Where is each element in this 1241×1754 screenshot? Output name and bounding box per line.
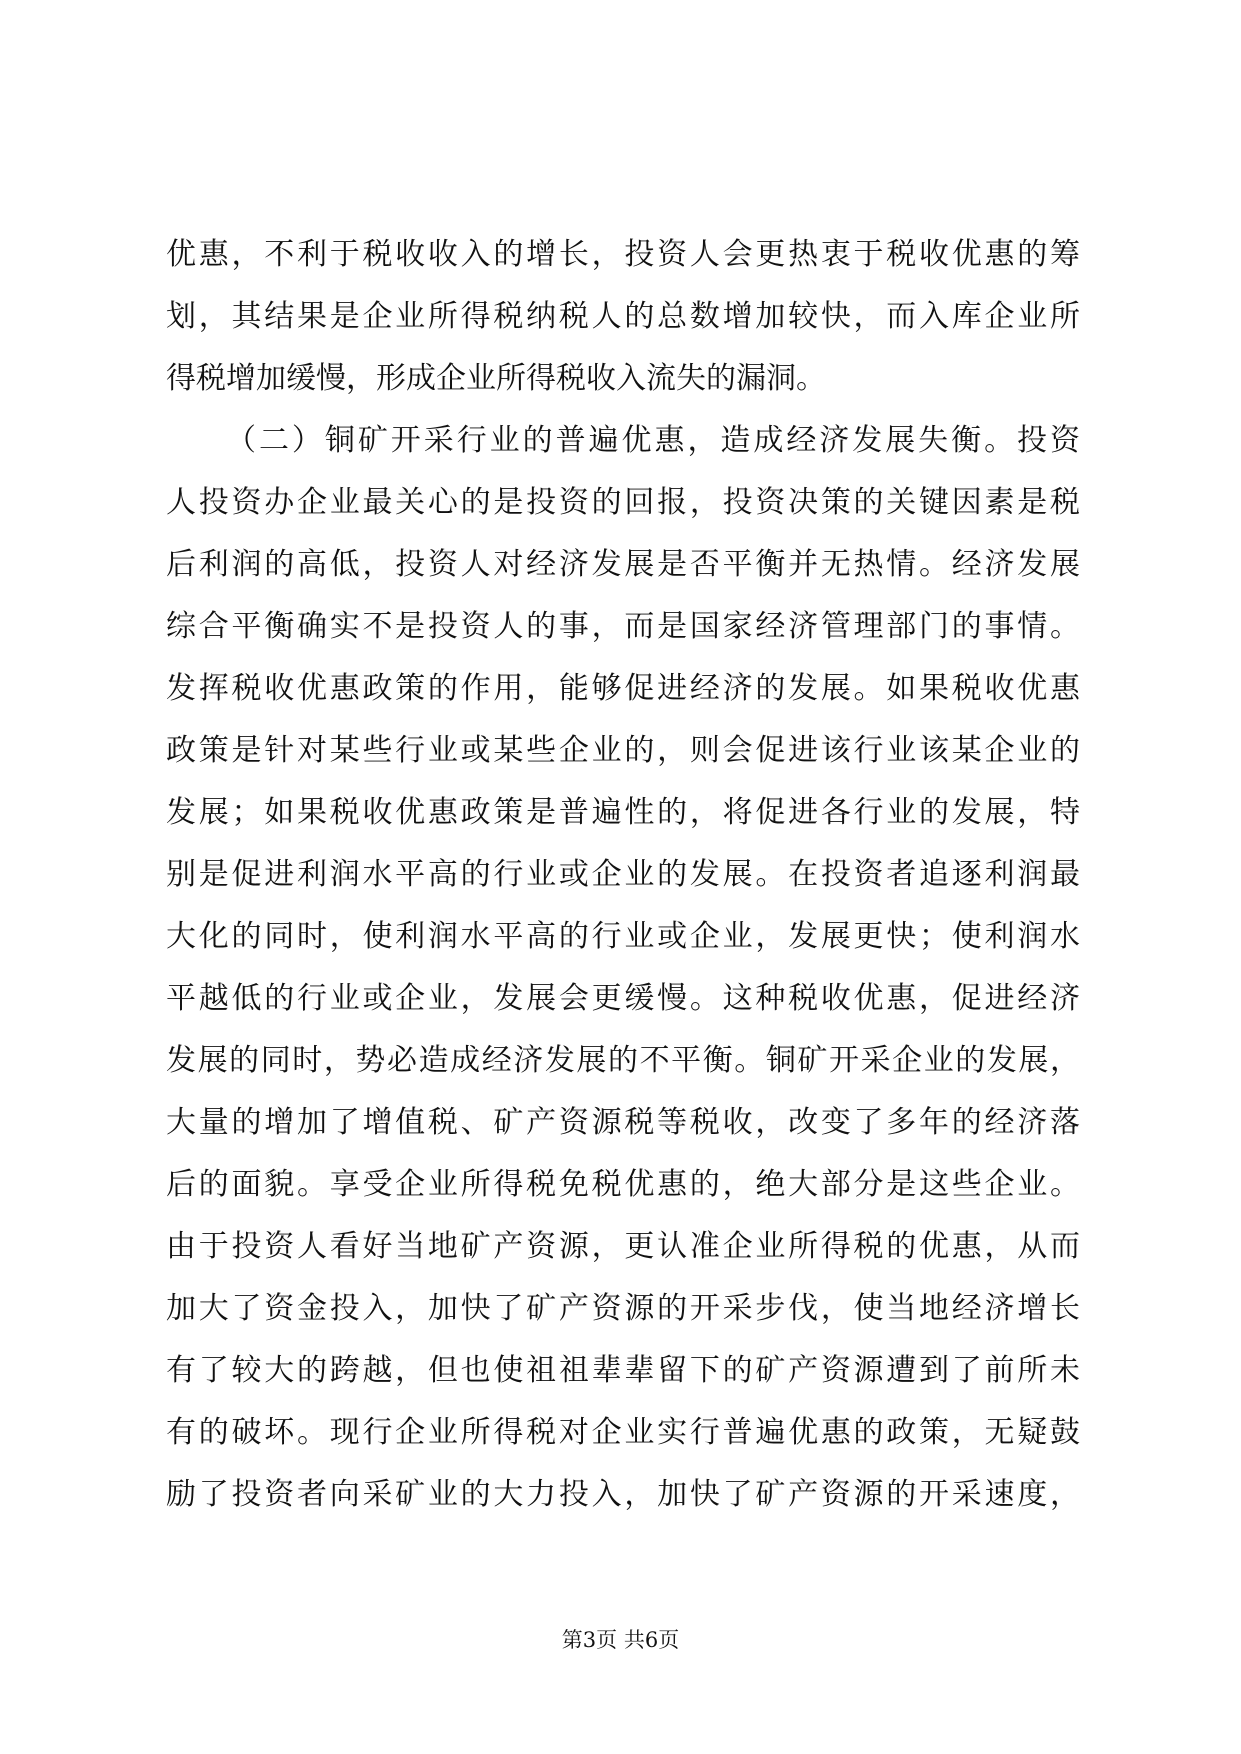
text-line: 发展的同时，势必造成经济发展的不平衡。铜矿开采企业的发展， <box>166 1043 1080 1078</box>
text-line: 综合平衡确实不是投资人的事，而是国家经济管理部门的事情。 <box>166 609 1080 644</box>
text-line: 平越低的行业或企业，发展会更缓慢。这种税收优惠，促进经济 <box>166 981 1080 1016</box>
text-line: 政策是针对某些行业或某些企业的，则会促进该行业该某企业的 <box>166 733 1080 768</box>
text-line: 优惠，不利于税收收入的增长，投资人会更热衷于税收优惠的筹 <box>166 237 1080 272</box>
text-line: 大量的增加了增值税、矿产资源税等税收，改变了多年的经济落 <box>166 1105 1080 1140</box>
text-line: 有了较大的跨越，但也使祖祖辈辈留下的矿产资源遭到了前所未 <box>166 1353 1080 1388</box>
text-line: 发挥税收优惠政策的作用，能够促进经济的发展。如果税收优惠 <box>166 671 1080 706</box>
text-line: 大化的同时，使利润水平高的行业或企业，发展更快；使利润水 <box>166 919 1080 954</box>
text-line: 后的面貌。享受企业所得税免税优惠的，绝大部分是这些企业。 <box>166 1167 1080 1202</box>
text-line: 发展；如果税收优惠政策是普遍性的，将促进各行业的发展，特 <box>166 795 1080 830</box>
section-heading-line: （二）铜矿开采行业的普遍优惠，造成经济发展失衡。投资 <box>226 423 1080 458</box>
text-line: 后利润的高低，投资人对经济发展是否平衡并无热情。经济发展 <box>166 547 1080 582</box>
page-number-footer: 第3页 共6页 <box>561 1628 680 1652</box>
document-body <box>166 224 1080 1526</box>
text-line: 有的破坏。现行企业所得税对企业实行普遍优惠的政策，无疑鼓 <box>166 1415 1080 1450</box>
text-line: 别是促进利润水平高的行业或企业的发展。在投资者追逐利润最 <box>166 857 1080 892</box>
text-line: 由于投资人看好当地矿产资源，更认准企业所得税的优惠，从而 <box>166 1229 1080 1264</box>
text-line: 加大了资金投入，加快了矿产资源的开采步伐，使当地经济增长 <box>166 1291 1080 1326</box>
text-line: 划，其结果是企业所得税纳税人的总数增加较快，而入库企业所 <box>166 299 1080 334</box>
text-line: 人投资办企业最关心的是投资的回报，投资决策的关键因素是税 <box>166 485 1080 520</box>
text-line: 励了投资者向采矿业的大力投入，加快了矿产资源的开采速度， <box>166 1477 1080 1512</box>
text-line: 得税增加缓慢，形成企业所得税收入流失的漏洞。 <box>166 361 826 396</box>
